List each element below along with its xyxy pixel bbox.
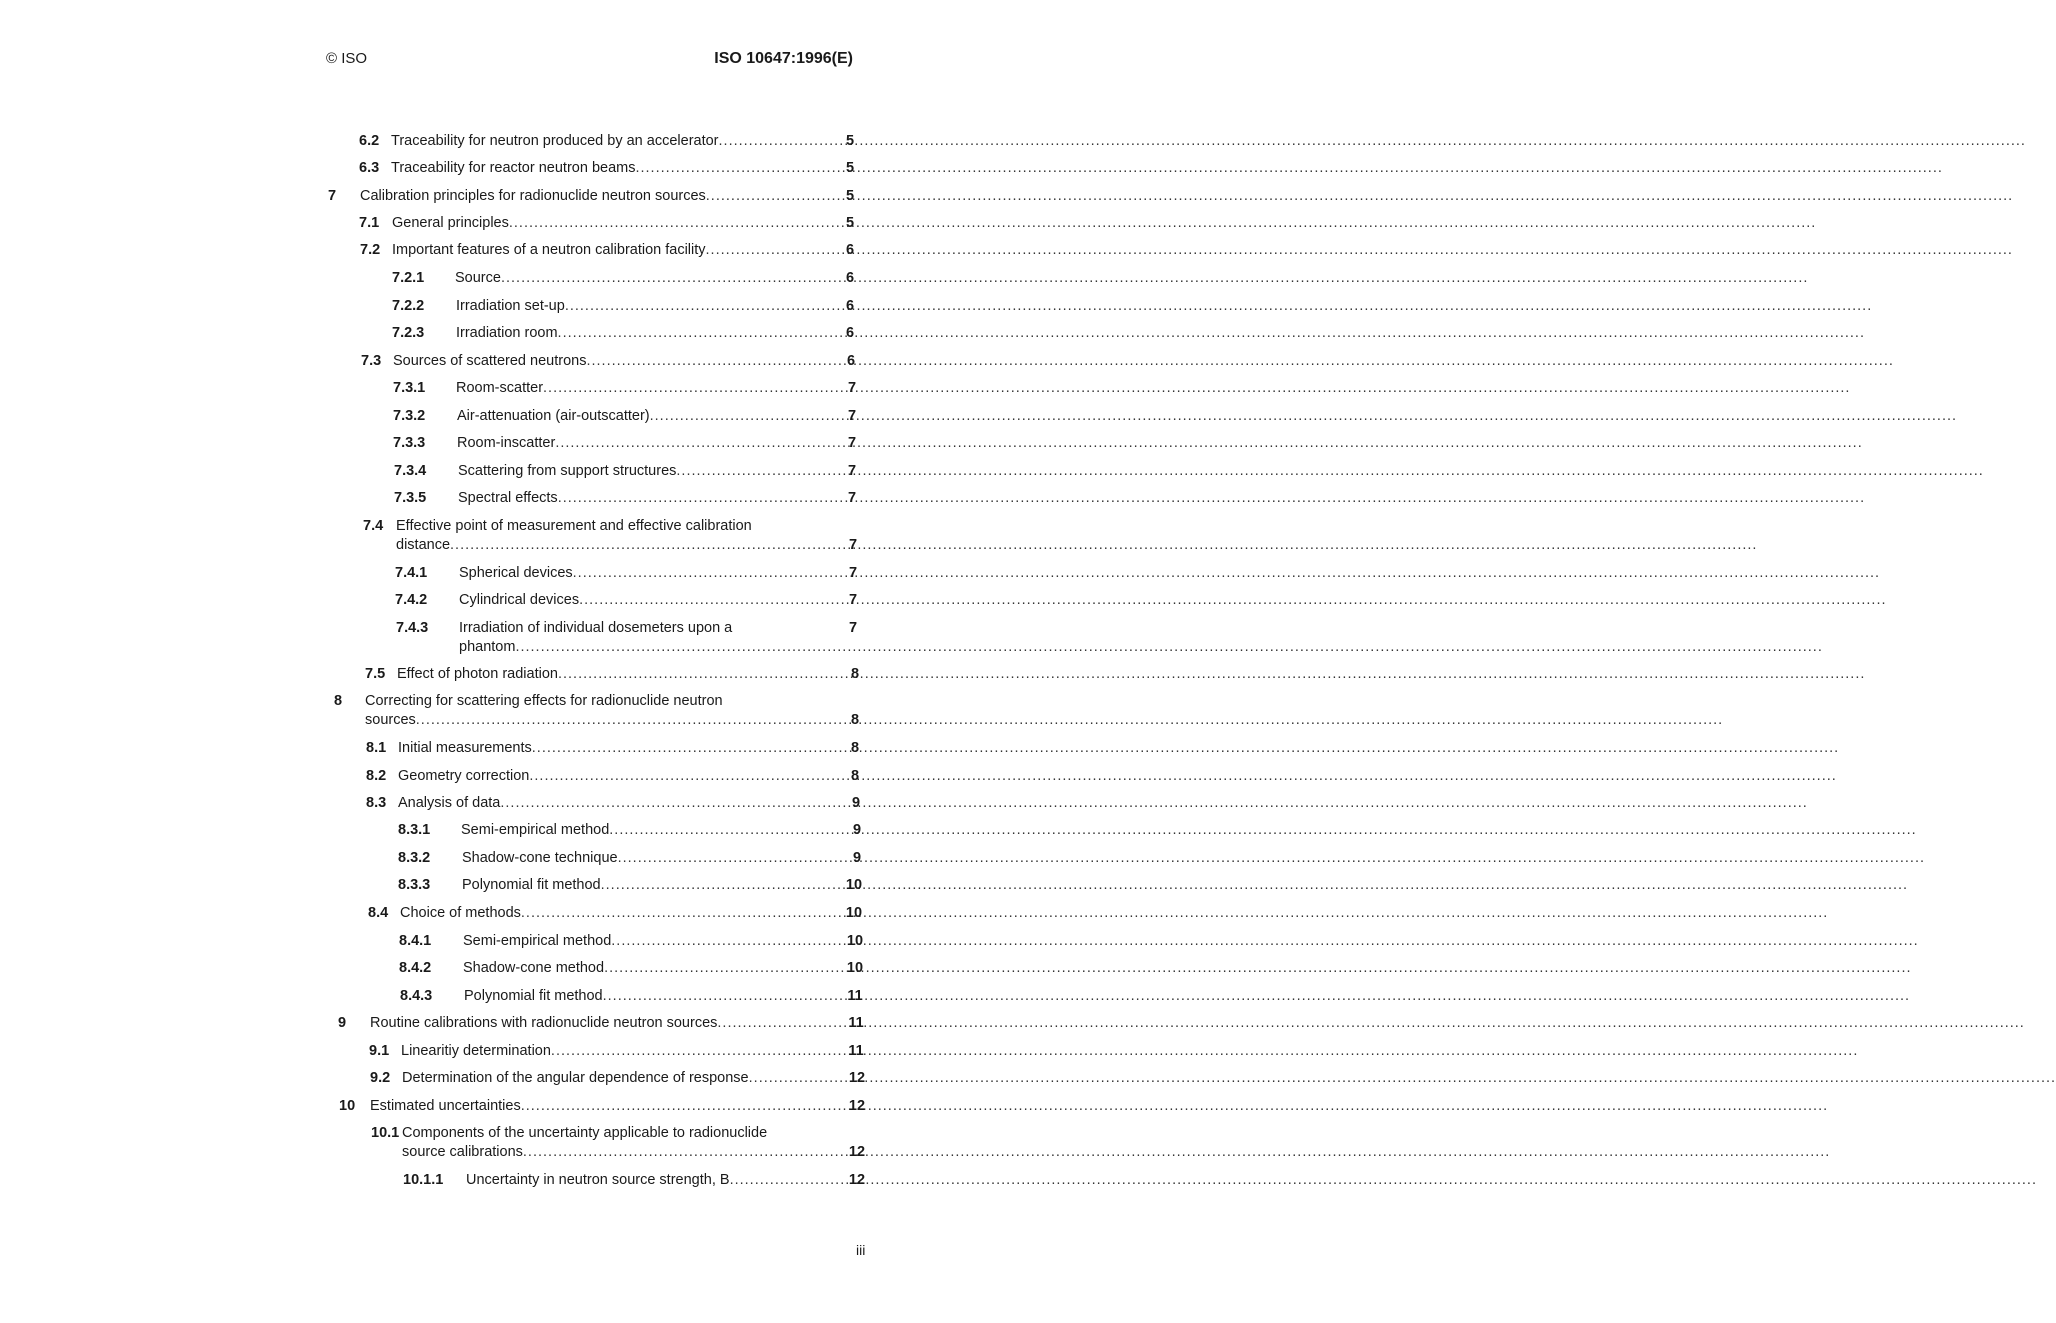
toc-page-number: 7 [848,592,858,608]
dot-leader [529,767,809,786]
dot-leader [579,591,807,610]
toc-title: Traceability for neutron produced by an accelerator [391,133,719,149]
toc-number: 8.4.2 [399,960,432,976]
toc-number: 8.3.2 [398,850,431,866]
toc-title: Sources of scattered neutrons [393,353,587,369]
toc-number: 10.1 [371,1125,400,1141]
toc-page-number: 7 [847,435,857,451]
toc-page-number: 12 [848,1172,866,1188]
toc-title: Important features of a neutron calibration facility [392,242,706,258]
toc-page-number: 11 [847,988,863,1004]
dot-leader [509,214,804,233]
dot-leader [450,536,807,555]
toc-title-continuation: phantom [459,639,516,655]
toc-title: Effect of photon radiation [397,666,558,682]
dot-leader [719,132,804,151]
toc-number: 8.1 [366,740,387,756]
toc-title: Polynomial fit method [462,877,601,893]
dot-leader [558,324,805,343]
toc-page-number: 9 [852,850,862,866]
dot-leader [558,665,808,684]
toc-page-number: 12 [848,1070,866,1086]
dot-leader [604,959,812,978]
toc-number: 6.2 [359,133,380,149]
dot-leader [650,407,805,426]
toc-number: 7.3.5 [394,490,427,506]
toc-page-number: 7 [847,490,857,506]
toc-page-number: 8 [850,712,860,728]
toc-title: Irradiation room [456,325,558,341]
toc-title: Air-attenuation (air-outscatter) [457,408,650,424]
toc-number: 9 [338,1015,347,1031]
toc-page-number: 6 [845,325,855,341]
toc-title: Geometry correction [398,768,530,784]
toc-title: Polynomial fit method [464,988,603,1004]
toc-title: Determination of the angular dependence of response [402,1070,749,1086]
toc-number: 7.4.3 [396,620,429,636]
toc-title: Spectral effects [458,490,558,506]
dot-leader [573,564,807,583]
dot-leader [416,711,809,730]
toc-number: 10 [339,1098,356,1114]
toc-page-number: 12 [848,1144,866,1160]
toc-title: Shadow-cone technique [462,850,618,866]
dot-leader [532,739,809,758]
toc-number: 8 [334,693,343,709]
toc-title: Spherical devices [459,565,573,581]
toc-title: General principles [392,215,509,231]
toc-number: 7.3.1 [393,380,426,396]
toc-title: Traceability for reactor neutron beams [391,160,636,176]
toc-title: Routine calibrations with radionuclide neutron sources [370,1015,718,1031]
toc-number: 7 [328,188,337,204]
toc-number: 8.3.3 [398,877,431,893]
toc-page-number: 6 [845,298,855,314]
table-of-contents [0,0,950,1323]
dot-leader [676,462,806,481]
toc-page-number: 7 [847,380,857,396]
dot-leader [521,1097,814,1116]
dot-leader [611,932,812,951]
toc-title: Cylindrical devices [459,592,580,608]
dot-leader [543,379,805,398]
dot-leader [618,849,811,868]
toc-number: 7.2.2 [392,298,425,314]
toc-page-number: 8 [850,768,860,784]
toc-page-number: 6 [845,242,855,258]
toc-number: 7.3.4 [394,463,427,479]
toc-title: Choice of methods [400,905,521,921]
toc-number: 8.4 [368,905,389,921]
toc-number: 7.2.1 [392,270,425,286]
toc-title: Linearitiy determination [401,1043,551,1059]
toc-title: Semi-empirical method [461,822,610,838]
dot-leader [706,187,804,206]
dot-leader [586,352,805,371]
page-folio: iii [856,1242,866,1258]
dot-leader [609,821,810,840]
dot-leader [521,904,811,923]
toc-number: 7.2 [360,242,381,258]
toc-page-number: 5 [845,188,855,204]
toc-title: Source [455,270,501,286]
toc-page-number: 7 [848,537,858,553]
toc-title: Shadow-cone method [463,960,605,976]
dot-leader [635,159,804,178]
toc-page-number: 11 [848,1043,864,1059]
toc-title-continuation: source calibrations [402,1144,523,1160]
toc-page-number: 9 [852,822,862,838]
toc-page-number: 7 [847,408,857,424]
toc-number: 8.4.3 [400,988,433,1004]
dot-leader [603,987,813,1006]
toc-page-number: 8 [850,740,860,756]
toc-page-number: 8 [850,666,860,682]
toc-page-number: 5 [845,133,855,149]
toc-title: Irradiation of individual dosemeters upon a [459,620,733,636]
toc-page-number: 12 [848,1098,866,1114]
toc-number: 9.1 [369,1043,390,1059]
toc-page-number: 6 [845,270,855,286]
toc-number: 7.4 [363,518,384,534]
toc-number: 7.1 [359,215,380,231]
toc-number: 8.3.1 [398,822,431,838]
toc-title: Irradiation set-up [456,298,565,314]
toc-page-number: 10 [846,933,864,949]
toc-number: 7.3.2 [393,408,426,424]
toc-number: 8.4.1 [399,933,432,949]
toc-page-number: 10 [845,877,863,893]
toc-number: 7.4.1 [395,565,428,581]
toc-title: Estimated uncertainties [370,1098,521,1114]
toc-number: 8.3 [366,795,387,811]
dot-leader [706,241,804,260]
dot-leader [730,1171,814,1190]
toc-title: Semi-empirical method [463,933,612,949]
toc-page-number: 7 [848,620,858,636]
toc-page-number: 10 [846,960,864,976]
toc-number: 10.1.1 [403,1172,444,1188]
toc-number: 7.3.3 [393,435,426,451]
header-standard-number: ISO 10647:1996(E) [714,50,853,67]
toc-page-number: 9 [851,795,861,811]
dot-leader [501,269,805,288]
dot-leader [565,297,805,316]
toc-number: 6.3 [359,160,380,176]
header-copyright: © ISO [326,50,368,67]
dot-leader [500,794,810,813]
toc-page-number: 5 [845,160,855,176]
dot-leader [558,489,806,508]
toc-title: Uncertainty in neutron source strength, B [466,1172,730,1188]
dot-leader [523,1143,814,1162]
dot-leader [555,434,806,453]
toc-title: Calibration principles for radionuclide neutron sources [360,188,706,204]
toc-title: Analysis of data [398,795,501,811]
toc-title: Correcting for scattering effects for radionuclide neutron [365,693,723,709]
toc-number: 8.2 [366,768,387,784]
toc-number: 7.2.3 [392,325,425,341]
dot-leader [749,1069,814,1088]
toc-number: 7.3 [361,353,382,369]
toc-title: Effective point of measurement and effective calibration [396,518,752,534]
toc-page-number: 11 [848,1015,864,1031]
toc-title-continuation: distance [396,537,451,553]
toc-title: Components of the uncertainty applicable to radionuclide [402,1125,768,1141]
toc-number: 7.4.2 [395,592,428,608]
toc-page-number: 10 [845,905,863,921]
toc-title: Initial measurements [398,740,532,756]
toc-title-continuation: sources [365,712,416,728]
toc-title: Room-inscatter [457,435,556,451]
toc-page-number: 5 [845,215,855,231]
dot-leader [551,1042,813,1061]
toc-page-number: 7 [847,463,857,479]
toc-page-number: 6 [846,353,856,369]
toc-title: Room-scatter [456,380,544,396]
dot-leader [515,638,807,657]
dot-leader [717,1014,813,1033]
toc-page-number: 7 [848,565,858,581]
toc-number: 9.2 [370,1070,391,1086]
dot-leader [601,876,811,895]
toc-number: 7.5 [365,666,386,682]
toc-title: Scattering from support structures [458,463,677,479]
